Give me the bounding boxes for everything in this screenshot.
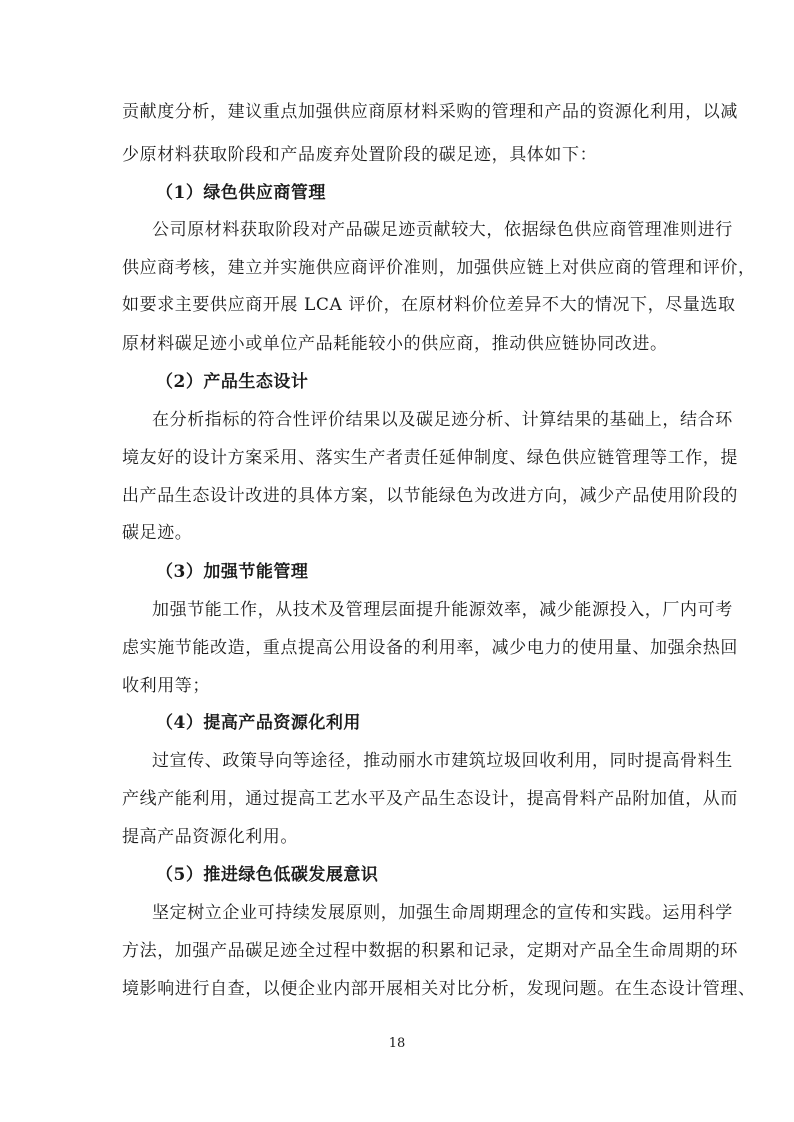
section-5-line-2: 方法，加强产品碳足迹全过程中数据的积累和记录，定期对产品全生命周期的环 (122, 941, 738, 961)
section-5-line-1: 坚定树立企业可持续发展原则，加强生命周期理念的宣传和实践。运用科学 (152, 903, 733, 923)
section-3-line-3: 收利用等； (122, 676, 210, 696)
section-heading-5: （5）推进绿色低碳发展意识 (156, 865, 379, 885)
section-4-line-3: 提高产品资源化利用。 (122, 827, 298, 847)
section-2-line-2: 境友好的设计方案采用、落实生产者责任延伸制度、绿色供应链管理等工作，提 (122, 448, 738, 468)
section-4-line-2: 产线产能利用，通过提高工艺水平及产品生态设计，提高骨料产品附加值，从而 (122, 789, 738, 809)
section-1-line-4: 原材料碳足迹小或单位产品耗能较小的供应商，推动供应链协同改进。 (122, 334, 668, 354)
section-2-line-3: 出产品生态设计改进的具体方案，以节能绿色为改进方向，减少产品使用阶段的 (122, 486, 738, 506)
section-1-line-2: 供应商考核，建立并实施供应商评价准则，加强供应链上对供应商的管理和评价， (122, 258, 756, 278)
section-heading-4: （4）提高产品资源化利用 (156, 713, 361, 733)
section-4-line-1: 过宣传、政策导向等途径，推动丽水市建筑垃圾回收利用，同时提高骨料生 (152, 751, 733, 771)
section-1-line-1: 公司原材料获取阶段对产品碳足迹贡献较大，依据绿色供应商管理准则进行 (152, 220, 733, 240)
section-1-line-3: 如要求主要供应商开展 LCA 评价，在原材料价位差异不大的情况下，尽量选取 (122, 295, 736, 315)
section-3-line-2: 虑实施节能改造，重点提高公用设备的利用率，减少电力的使用量、加强余热回 (122, 638, 738, 658)
section-heading-3: （3）加强节能管理 (156, 562, 309, 582)
section-2-line-4: 碳足迹。 (122, 523, 193, 543)
section-2-line-1: 在分析指标的符合性评价结果以及碳足迹分析、计算结果的基础上，结合环 (152, 410, 733, 430)
intro-line-1: 贡献度分析，建议重点加强供应商原材料采购的管理和产品的资源化利用，以减 (122, 102, 738, 122)
page-number: 18 (388, 1036, 406, 1051)
section-3-line-1: 加强节能工作，从技术及管理层面提升能源效率，减少能源投入，厂内可考 (152, 600, 733, 620)
section-heading-2: （2）产品生态设计 (156, 372, 309, 392)
section-5-line-3: 境影响进行自查，以便企业内部开展相关对比分析，发现问题。在生态设计管理、 (122, 979, 756, 999)
intro-line-2: 少原材料获取阶段和产品废弃处置阶段的碳足迹，具体如下： (122, 145, 598, 165)
section-heading-1: （1）绿色供应商管理 (156, 183, 326, 203)
